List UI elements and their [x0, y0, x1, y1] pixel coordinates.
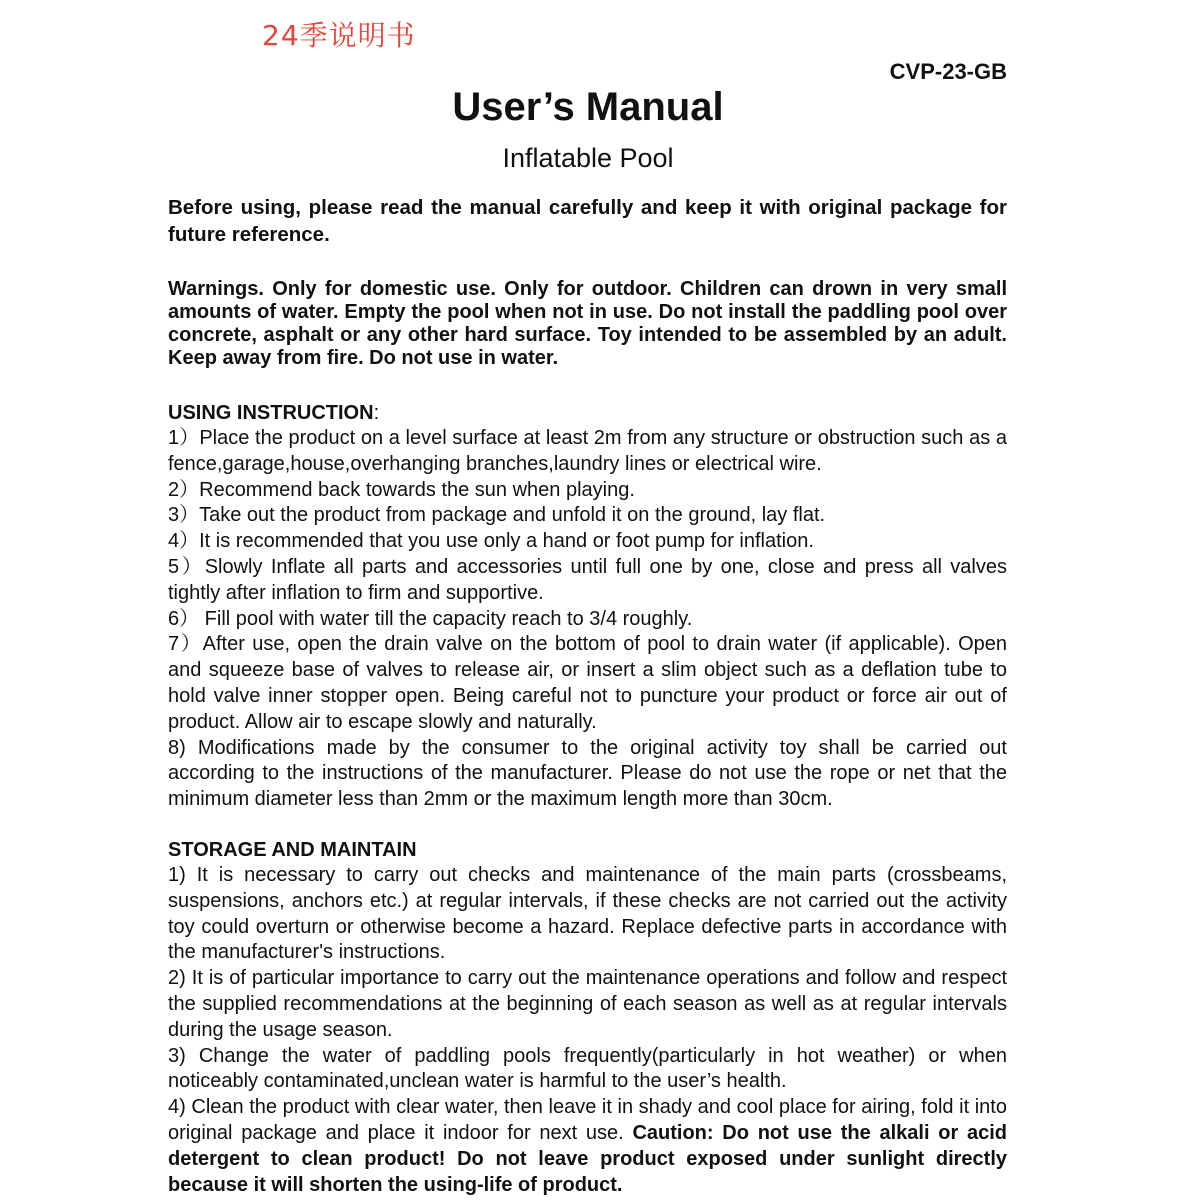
handwritten-stamp-label: 24季说明书	[262, 19, 416, 52]
model-code: CVP-23-GB	[889, 59, 1007, 84]
page-title: User’s Manual	[452, 85, 724, 129]
using-item-3: 3）Take out the product from package and unfold it on the ground, lay flat.	[168, 504, 826, 527]
page-subtitle: Inflatable Pool	[502, 143, 674, 173]
storage-item-3: 3) Change the water of paddling pools frequently(particularly in hot weather) or when noticeably contaminated,unclean water is harmful to the user’s health.	[168, 1044, 1007, 1093]
storage-maintain-heading	[168, 837, 1007, 863]
storage-item-4-text: 4) Clean the product with clear water, then leave it in shady and cool place for airing, fold it into original package and place it indoor for next use.	[168, 1096, 1007, 1144]
using-instruction-section	[168, 400, 1007, 813]
storage-maintain-heading-text: STORAGE AND MAINTAIN	[168, 838, 417, 861]
storage-item-4-caution: Caution: Do not use the alkali or acid detergent to clean product! Do not leave product exposed under sunlight directly because it will shorten the using-life of product.	[168, 1121, 1007, 1196]
storage-item-1: 1) It is necessary to carry out checks and maintenance of the main parts (crossbeams, suspensions, anchors etc.) at regular intervals, if these checks are not carried out the activity toy could overturn or otherwise become a hazard. Replace defective parts in accordance with the manufacturer's instructions.	[168, 863, 1007, 964]
using-item-6: 6） Fill pool with water till the capacity reach to 3/4 roughly.	[168, 607, 693, 630]
using-instruction-heading	[168, 400, 1007, 426]
using-item-8: 8) Modifications made by the consumer to the original activity toy shall be carried out according to the instructions of the manufacturer. Please do not use the rope or net that the minimum diameter less than 2mm or the maximum length more than 30cm.	[168, 736, 1007, 811]
using-item-5: 5）Slowly Inflate all parts and accessories until full one by one, close and press all valves tightly after inflation to firm and supportive.	[168, 555, 1007, 604]
using-instruction-heading-colon: :	[373, 402, 380, 424]
warnings-paragraph: Warnings. Only for domestic use. Only for outdoor. Children can drown in very small amounts of water. Empty the pool when not in use. Do not install the paddling pool over concrete, asphalt or any other hard surface. Toy intended to be assembled by an adult. Keep away from fire. Do not use in water.	[168, 278, 1007, 369]
storage-maintain-section	[168, 837, 1007, 1198]
using-instruction-heading-text: USING INSTRUCTION	[168, 402, 374, 424]
intro-paragraph: Before using, please read the manual carefully and keep it with original package for future reference.	[168, 196, 1007, 246]
using-item-7: 7）After use, open the drain valve on the bottom of pool to drain water (if applicable). Open and squeeze base of valves to release air, or insert a slim object such as a deflation tube to hold valve inner stopper open. Being careful not to puncture your product or force air out of product. Allow air to escape slowly and naturally.	[168, 633, 1007, 733]
manual-body	[168, 194, 1007, 1198]
using-item-4: 4）It is recommended that you use only a hand or foot pump for inflation.	[168, 530, 814, 553]
storage-item-2: 2) It is of particular importance to carry out the maintenance operations and follow and respect the supplied recommendations at the beginning of each season as well as at regular intervals during the usage season.	[168, 967, 1007, 1041]
using-item-2: 2）Recommend back towards the sun when playing.	[168, 478, 635, 501]
storage-item-4	[168, 1095, 1007, 1198]
using-item-1: 1）Place the product on a level surface at least 2m from any structure or obstruction such as a fence,garage,house,overhanging branches,laundry lines or electrical wire.	[168, 427, 1007, 475]
